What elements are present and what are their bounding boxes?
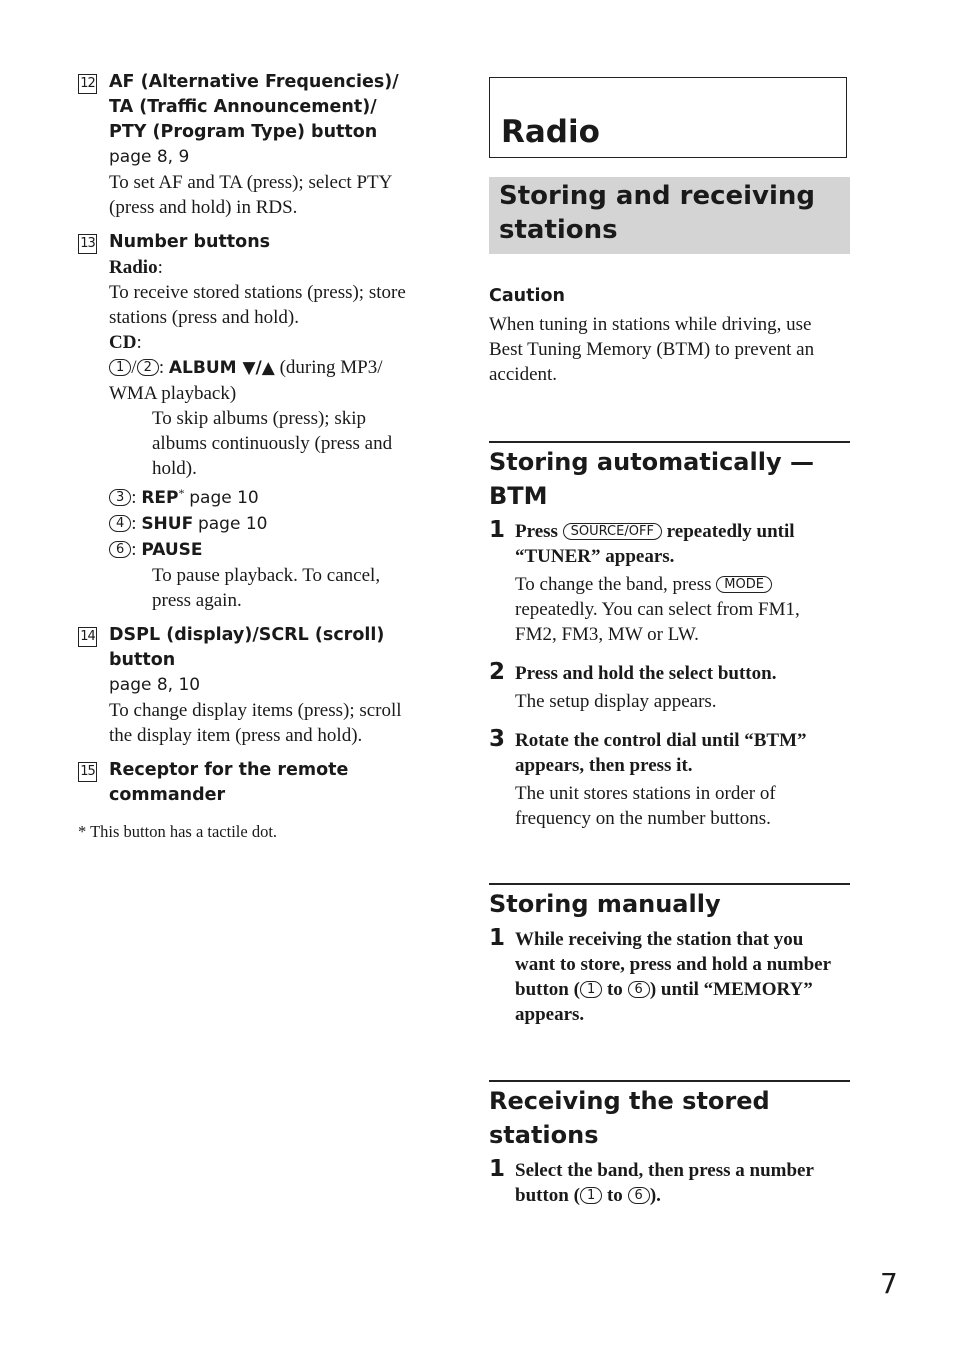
item-title: DSPL (display)/SCRL (scroll) button (109, 625, 385, 670)
step-instruction: While receiving the station that you (515, 929, 804, 950)
key-4: 4 (109, 515, 131, 532)
step-instruction: want to store, press and hold a number (515, 954, 832, 975)
section-heading: Receiving the stored stations (489, 1087, 770, 1149)
item-12 (78, 70, 438, 220)
step (489, 519, 850, 647)
step (489, 728, 850, 831)
album-description: albums continuously (press and (152, 433, 393, 454)
step-text: ) until “MEMORY” (649, 979, 813, 1000)
item-number-14: 14 (78, 627, 97, 647)
right-column (489, 77, 851, 1208)
item-15 (78, 758, 438, 808)
tactile-dot-marker: * (178, 486, 185, 500)
left-column (78, 70, 438, 859)
item-description: (press and hold) in RDS. (109, 197, 298, 218)
step (489, 927, 850, 1027)
step-number: 1 (489, 925, 506, 951)
page-reference: page 8, 10 (109, 675, 201, 695)
step-detail: repeatedly. You can select from FM1, (515, 599, 800, 620)
mode-key: MODE (716, 576, 772, 593)
key-1: 1 (580, 1187, 602, 1204)
step-detail: The setup display appears. (515, 691, 717, 712)
pause-description: press again. (152, 590, 242, 611)
section-manual (489, 883, 850, 1027)
cd-label: CD (109, 332, 137, 353)
section-title (499, 179, 815, 247)
step-text: to (606, 1185, 623, 1206)
key-3: 3 (109, 489, 131, 506)
caution-text: Best Tuning Memory (BTM) to prevent an (489, 339, 815, 360)
step-text: Press (515, 521, 558, 542)
caution-text: accident. (489, 364, 558, 385)
item-description: the display item (press and hold). (109, 725, 363, 746)
step-text: To change the band, press (515, 574, 712, 595)
step-instruction (515, 519, 850, 544)
item-14 (78, 623, 438, 748)
item-title-line: PTY (Program Type) button (109, 122, 378, 142)
step (489, 1158, 850, 1208)
step-number: 2 (489, 659, 506, 685)
step-instruction: “TUNER” appears. (515, 546, 675, 567)
item-title-line: Receptor for the remote (109, 760, 349, 780)
rep-line: 3 : REP* page 10 (109, 481, 438, 511)
page-reference: page 8, 9 (109, 147, 190, 167)
page-number: 7 (880, 1267, 898, 1300)
step-detail: frequency on the number buttons. (515, 808, 771, 829)
chapter-title: Radio (501, 114, 600, 150)
footnote: * This button has a tactile dot. (78, 822, 278, 841)
album-label: ALBUM ▼/▲ (168, 358, 275, 378)
step-detail: FM2, FM3, MW or LW. (515, 624, 699, 645)
source-off-key: SOURCE/OFF (563, 523, 662, 540)
section-receive (489, 1080, 850, 1208)
key-1: 1 (109, 359, 131, 376)
step-text: repeatedly until (666, 521, 795, 542)
caution-label: Caution (489, 286, 565, 306)
item-description: To set AF and TA (press); select PTY (109, 172, 393, 193)
key-1: 1 (580, 981, 602, 998)
pause-description: To pause playback. To cancel, (152, 565, 381, 586)
step-instruction (515, 977, 850, 1002)
radio-label: Radio (109, 257, 158, 278)
section-btm (489, 441, 850, 831)
step-instruction (515, 1183, 850, 1208)
step-instruction: appears. (515, 1004, 585, 1025)
chapter-title-box (489, 77, 847, 158)
album-note: WMA playback) (109, 383, 237, 404)
shuf-line: 4 : SHUF page 10 (109, 511, 438, 537)
item-13: 13 Number buttons Radio: To receive stored stations (press); store stations (press and hold). CD: 1 / 2 : ALBUM ▼/▲ (during MP3/ WMA playback) To skip albums (press); skip albums continuously (press and hold). 3 : REP* page 10 4 : SHUF page 10 6 : PAUSE To pause playback. To cancel, press again. (78, 230, 438, 613)
pause-line: 6 : PAUSE (109, 537, 438, 563)
step-instruction: Press and hold the select button. (515, 663, 777, 684)
caution-text: When tuning in stations while driving, use (489, 314, 812, 335)
page-reference: page 10 (197, 514, 268, 534)
step-detail: The unit stores stations in order of (515, 783, 776, 804)
album-line: 1 / 2 : ALBUM ▼/▲ (during MP3/ (109, 355, 438, 381)
step-instruction: Select the band, then press a number (515, 1160, 814, 1181)
radio-description: stations (press and hold). (109, 307, 299, 328)
item-number-13: 13 (78, 234, 97, 254)
item-title-line: TA (Traffic Announcement)/ (109, 97, 377, 117)
item-title-line: AF (Alternative Frequencies)/ (109, 72, 399, 92)
step-detail (515, 572, 850, 597)
section-title-line: Storing and receiving (499, 181, 816, 211)
item-title-line: commander (109, 785, 226, 805)
album-description: To skip albums (press); skip (152, 408, 366, 429)
key-6: 6 (628, 981, 650, 998)
step (489, 661, 850, 714)
pause-label: PAUSE (141, 540, 203, 560)
step-text: ). (649, 1185, 661, 1206)
section-title-line: stations (499, 215, 618, 245)
key-6: 6 (109, 541, 131, 558)
step-text: button ( (515, 979, 580, 1000)
page-reference: page 10 (189, 488, 259, 508)
step-instruction: Rotate the control dial until “BTM” (515, 730, 807, 751)
key-6: 6 (628, 1187, 650, 1204)
album-note: (during MP3/ (279, 357, 383, 378)
shuf-label: SHUF (141, 514, 194, 534)
item-description: To change display items (press); scroll (109, 700, 402, 721)
rep-label: REP (141, 488, 179, 508)
step-number: 1 (489, 1156, 506, 1182)
section-heading: Storing automatically — BTM (489, 448, 814, 510)
item-number-15: 15 (78, 762, 97, 782)
item-title: Number buttons (109, 232, 271, 252)
section-heading: Storing manually (489, 890, 721, 918)
step-text: button ( (515, 1185, 580, 1206)
step-number: 3 (489, 726, 506, 752)
radio-description: To receive stored stations (press); store (109, 282, 406, 303)
section-title-band (489, 177, 850, 254)
album-description: hold). (152, 458, 197, 479)
item-number-12: 12 (78, 74, 97, 94)
step-number: 1 (489, 517, 506, 543)
key-2: 2 (137, 359, 159, 376)
step-instruction: appears, then press it. (515, 755, 693, 776)
step-text: to (606, 979, 623, 1000)
